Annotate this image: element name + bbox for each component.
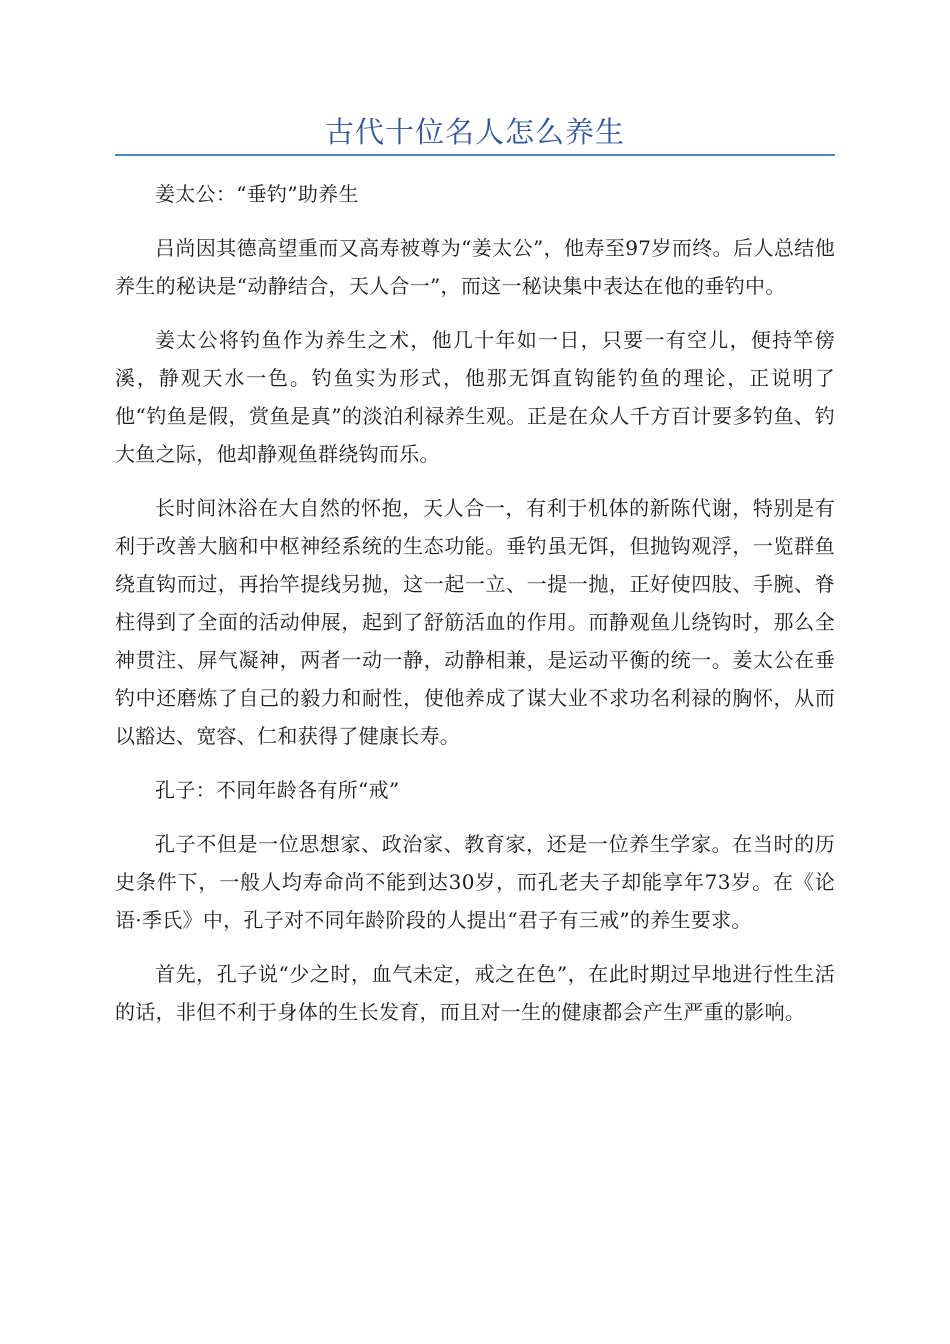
section-heading-confucius: 孔子：不同年龄各有所“戒” — [155, 778, 400, 802]
document-title: 古代十位名人怎么养生 — [324, 115, 625, 149]
paragraph: 吕尚因其德高望重而又高寿被尊为“姜太公”，他寿至97岁而终。后人总结他养生的秘诀是“动静结合，天人合一”，而这一秘诀集中表达在他的垂钓中。 — [115, 236, 835, 298]
document-body — [115, 175, 835, 1047]
section-heading-jiang-taigong: 姜太公：“垂钓”助养生 — [155, 182, 359, 206]
title-underline — [115, 154, 835, 156]
paragraph: 长时间沐浴在大自然的怀抱，天人合一，有利于机体的新陈代谢，特别是有利于改善大脑和中枢神经系统的生态功能。垂钓虽无饵，但抛钩观浮，一览群鱼绕直钩而过，再抬竿提线另抛，这一起一立、一提一抛，正好使四肢、手腕、脊柱得到了全面的活动伸展，起到了舒筋活血的作用。而静观鱼儿绕钩时，那么全神贯注、屏气凝神，两者一动一静，动静相兼，是运动平衡的统一。姜太公在垂钓中还磨炼了自己的毅力和耐性，使他养成了谋大业不求功名利禄的胸怀，从而以豁达、宽容、仁和获得了健康长寿。 — [115, 496, 835, 748]
paragraph: 首先，孔子说“少之时，血气未定，戒之在色”，在此时期过早地进行性生活的话，非但不利于身体的生长发育，而且对一生的健康都会产生严重的影响。 — [115, 962, 835, 1024]
paragraph: 孔子不但是一位思想家、政治家、教育家，还是一位养生学家。在当时的历史条件下，一般人均寿命尚不能到达30岁，而孔老夫子却能享年73岁。在《论语·季氏》中，孔子对不同年龄阶段的人提出“君子有三戒”的养生要求。 — [115, 832, 835, 932]
paragraph: 姜太公将钓鱼作为养生之术，他几十年如一日，只要一有空儿，便持竿傍溪，静观天水一色。钓鱼实为形式，他那无饵直钩能钓鱼的理论，正说明了他“钓鱼是假，赏鱼是真”的淡泊利禄养生观。正是在众人千方百计要多钓鱼、钓大鱼之际，他却静观鱼群绕钩而乐。 — [115, 328, 835, 466]
